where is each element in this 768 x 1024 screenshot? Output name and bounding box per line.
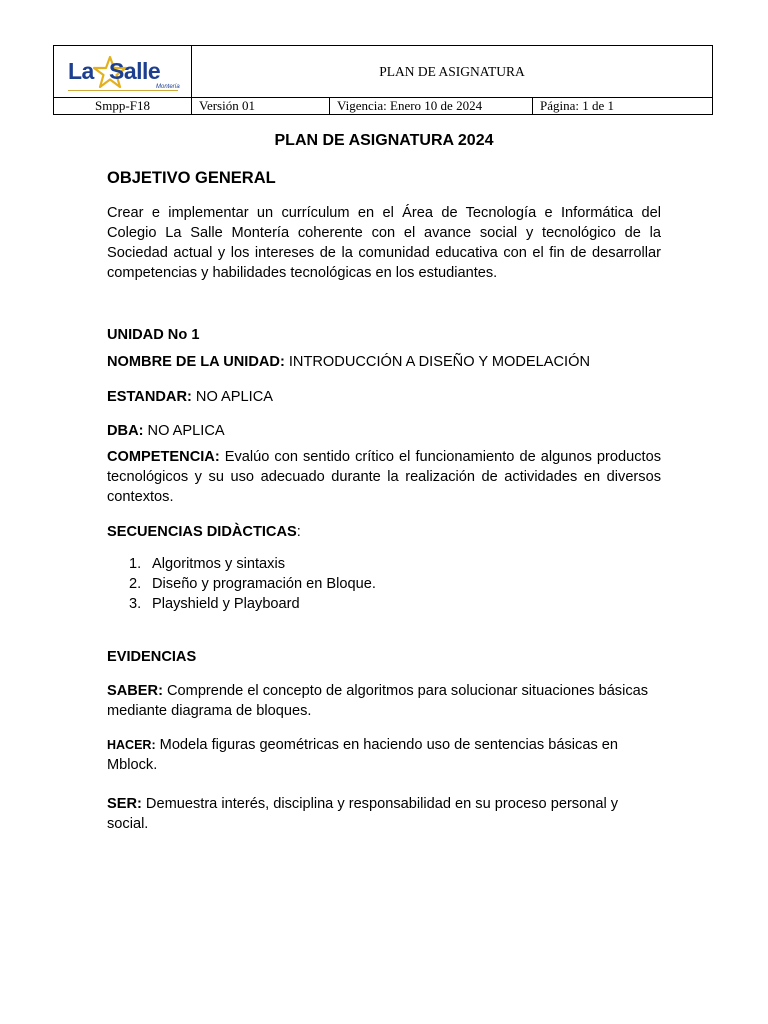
hacer-label: HACER:	[107, 738, 156, 752]
dba-line	[107, 421, 661, 441]
competence-paragraph	[107, 447, 661, 507]
objective-text: Crear e implementar un currículum en el Área de Tecnología e Informática del Colegio La Salle Montería coherente con el avance social y tecnológico de la Sociedad actual y los intereses de la comunidad educativa con el fin de desarrollar competencias y habilidades tecnológicas en los estudiantes.	[107, 205, 661, 281]
competence-label: COMPETENCIA:	[107, 449, 220, 465]
header-doc-type: PLAN DE ASIGNATURA	[192, 46, 713, 98]
list-item-text: Playshield y Playboard	[152, 596, 300, 612]
saber-value: Comprende el concepto de algoritmos para solucionar situaciones básicas mediante diagrama de bloques.	[107, 683, 649, 719]
sequences-label: SECUENCIAS DIDÀCTICAS	[107, 524, 297, 540]
list-item-number: 1.	[129, 556, 142, 572]
saber-label: SABER:	[107, 683, 163, 699]
header-page: Página: 1 de 1	[533, 98, 713, 115]
logo-text-salle: Salle	[109, 58, 161, 84]
standard-line	[107, 387, 661, 407]
unit-name-value: INTRODUCCIÓN A DISEÑO Y MODELACIÓN	[284, 354, 590, 370]
page-title: PLAN DE ASIGNATURA 2024	[274, 132, 494, 149]
sequences-heading	[107, 522, 661, 542]
logo-divider	[68, 90, 178, 91]
unit-name-label: NOMBRE DE LA UNIDAD:	[107, 354, 285, 370]
header-version: Versión 01	[192, 98, 330, 115]
logo-text-la: La	[68, 58, 94, 84]
list-item-text: Algoritmos y sintaxis	[152, 556, 286, 572]
unit-name-line	[107, 352, 661, 372]
list-item-number: 2.	[129, 576, 142, 592]
ser-label: SER:	[107, 796, 142, 812]
dba-label: DBA:	[107, 423, 144, 439]
list-item-text: Diseño y programación en Bloque.	[152, 576, 376, 592]
header-validity: Vigencia: Enero 10 de 2024	[330, 98, 533, 115]
evidence-heading: EVIDENCIAS	[107, 649, 197, 665]
objective-heading: OBJETIVO GENERAL	[107, 169, 276, 187]
ser-paragraph	[107, 794, 661, 834]
sequences-colon: :	[296, 524, 301, 540]
list-item	[107, 594, 661, 614]
sequences-list	[107, 554, 661, 614]
logo-cell	[54, 46, 192, 98]
logo-subtitle: Montería	[156, 84, 180, 90]
hacer-paragraph	[107, 735, 661, 775]
standard-label: ESTANDAR:	[107, 389, 192, 405]
unit-heading: UNIDAD No 1	[107, 327, 200, 343]
list-item-number: 3.	[129, 596, 142, 612]
standard-value: NO APLICA	[191, 389, 273, 405]
competence-value: Evalúo con sentido crítico el funcionamiento de algunos productos tecnológicos y su uso adecuado durante la realización de actividades en diversos contextos.	[107, 449, 661, 505]
dba-value: NO APLICA	[143, 423, 225, 439]
list-item	[107, 574, 661, 594]
ser-value: Demuestra interés, disciplina y responsabilidad en su proceso personal y social.	[107, 796, 619, 832]
hacer-value: Modela figuras geométricas en haciendo uso de sentencias básicas en Mblock.	[107, 737, 619, 773]
header-code: Smpp-F18	[54, 98, 192, 115]
saber-paragraph	[107, 681, 661, 721]
list-item	[107, 554, 661, 574]
document-header-table	[53, 45, 713, 115]
